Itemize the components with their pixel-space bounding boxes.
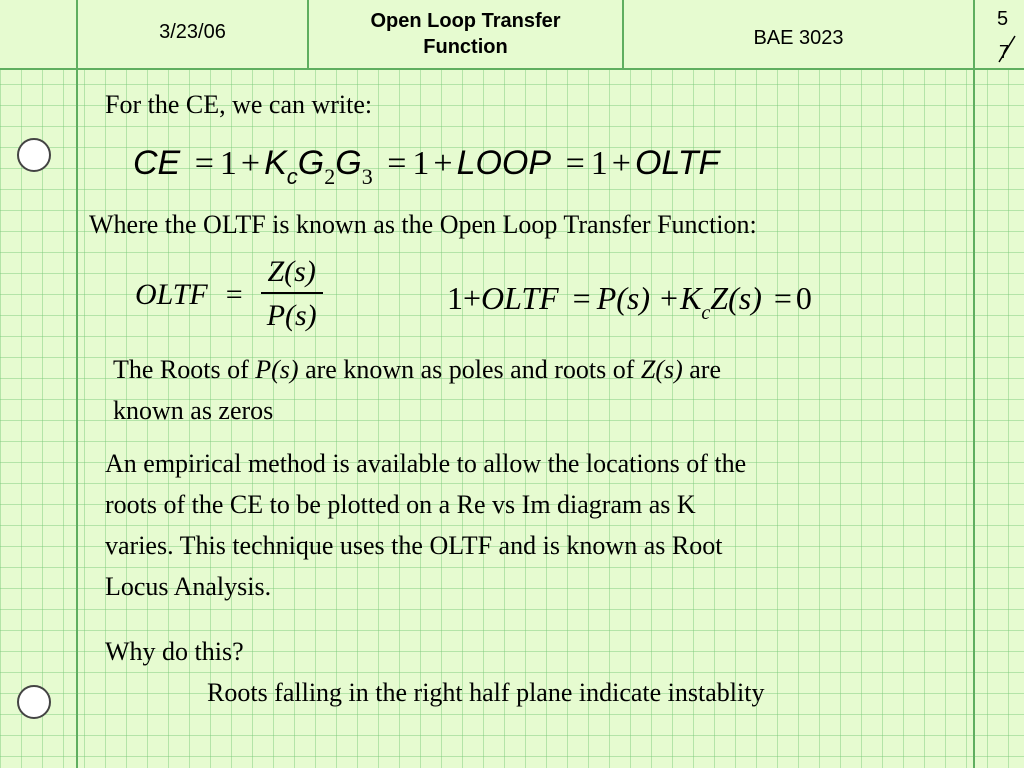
roots-text-part3: are	[682, 355, 722, 384]
oltf-equation	[135, 252, 323, 338]
plus-sign: +	[463, 280, 482, 316]
empirical-line2: roots of the CE to be plotted on a Re vs Im diagram as K	[105, 490, 696, 519]
empirical-line1: An empirical method is available to allow the locations of the	[105, 449, 747, 478]
eq-sign: =	[773, 280, 792, 316]
roots-text-part2: are known as poles and roots of	[298, 355, 641, 384]
header-title	[309, 0, 622, 68]
header-date: 3/23/06	[159, 20, 226, 43]
ce-equation	[133, 144, 720, 189]
punch-hole-bottom	[17, 685, 51, 719]
slide-header	[0, 0, 1024, 70]
loop-symbol: LOOP	[456, 144, 552, 182]
k-subscript: c	[286, 164, 298, 189]
roots-ps: P(s)	[255, 355, 299, 384]
oltf-symbol: OLTF	[634, 144, 720, 182]
fraction-denominator: P(s)	[266, 299, 317, 332]
char-equation	[447, 280, 812, 324]
header-title-line2: Function	[423, 36, 508, 58]
oltf-symbol: OLTF	[481, 280, 559, 316]
oltf-fraction	[261, 252, 323, 338]
punch-hole-top	[17, 138, 51, 172]
zero: 0	[795, 280, 812, 316]
header-title-line1: Open Loop Transfer	[370, 10, 561, 32]
oltf-symbol: OLTF	[135, 278, 208, 311]
eq-sign: =	[194, 145, 214, 182]
where-text: Where the OLTF is known as the Open Loop Transfer Function:	[89, 210, 757, 239]
left-margin-line	[76, 68, 78, 768]
page-current: 5	[997, 8, 1009, 30]
g3-subscript: 3	[361, 164, 373, 189]
why-text: Why do this?	[105, 637, 244, 666]
header-course: BAE 3023	[753, 26, 844, 49]
k-subscript: c	[701, 302, 711, 324]
ps-symbol: P(s)	[596, 280, 651, 316]
zs-symbol: Z(s)	[710, 280, 762, 316]
plus-sign: +	[660, 280, 679, 316]
one: 1	[590, 145, 608, 182]
page-number	[975, 0, 1024, 68]
one: 1	[219, 145, 237, 182]
ce-symbol: CE	[133, 144, 181, 182]
eq-sign: =	[225, 278, 243, 311]
g2-subscript: 2	[324, 164, 336, 189]
empirical-line3: varies. This technique uses the OLTF and is known as Root	[105, 531, 723, 560]
roots-text-part1: The Roots of	[113, 355, 256, 384]
roots-text	[113, 349, 721, 390]
plus-sign: +	[240, 145, 261, 182]
k-symbol: K	[264, 144, 287, 182]
answer-text: Roots falling in the right half plane indicate instablity	[207, 678, 765, 707]
plus-sign: +	[433, 145, 453, 182]
k-symbol: K	[680, 280, 702, 316]
page-total: 7	[999, 42, 1010, 62]
fraction-numerator: Z(s)	[261, 252, 323, 294]
roots-zs: Z(s)	[640, 355, 683, 384]
eq-sign: =	[572, 280, 591, 316]
right-margin-line	[973, 68, 975, 768]
plus-sign: +	[611, 145, 631, 182]
one: 1	[447, 280, 463, 316]
eq-sign: =	[387, 145, 407, 182]
eq-sign: =	[565, 145, 585, 182]
empirical-line4: Locus Analysis.	[105, 572, 272, 601]
one: 1	[412, 145, 430, 182]
g-symbol: G	[297, 144, 325, 182]
g-symbol: G	[335, 144, 362, 182]
intro-text: For the CE, we can write:	[105, 90, 373, 119]
roots-text-line2: known as zeros	[113, 396, 274, 425]
